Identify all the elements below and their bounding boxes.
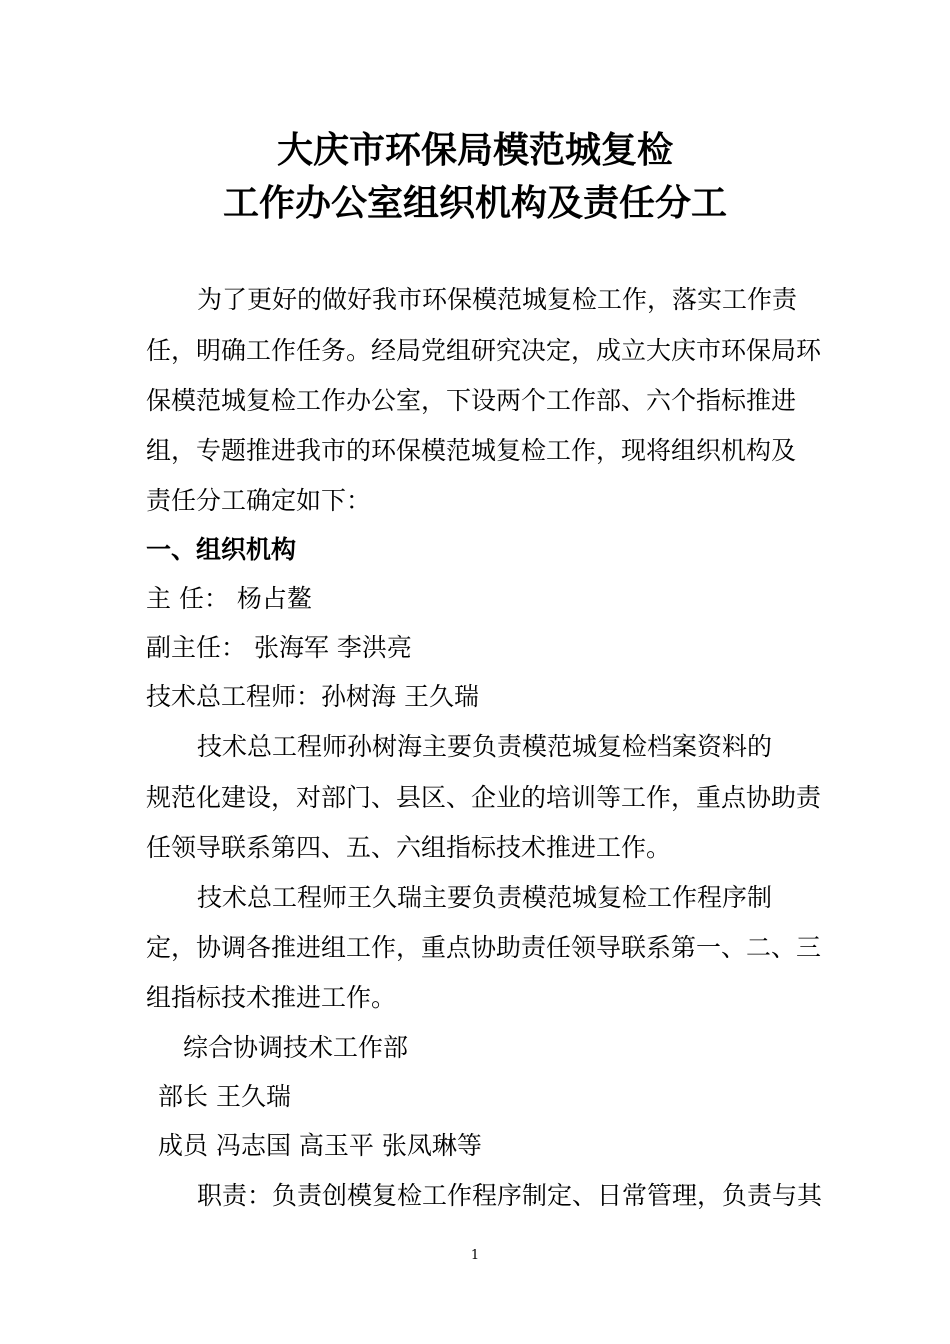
intro-line-3: 保模范城复检工作办公室，下设两个工作部、六个指标推进 xyxy=(146,386,797,415)
intro-line-4: 组，专题推进我市的环保模范城复检工作，现将组织机构及 xyxy=(146,436,797,465)
chief-engineers-line: 技术总工程师：孙树海 王久瑞 xyxy=(146,682,479,711)
intro-line-2: 任，明确工作任务。经局党组研究决定，成立大庆市环保局环 xyxy=(146,336,822,365)
department-head: 部长 王久瑞 xyxy=(158,1082,291,1111)
intro-line-5: 责任分工确定如下： xyxy=(146,486,372,515)
section-heading-organization: 一、组织机构 xyxy=(146,535,297,564)
wang-paragraph-line-3: 组指标技术推进工作。 xyxy=(146,983,397,1012)
department-duty-line: 职责：负责创模复检工作程序制定、日常管理，负责与其 xyxy=(197,1181,823,1210)
department-name: 综合协调技术工作部 xyxy=(183,1033,409,1062)
intro-line-1: 为了更好的做好我市环保模范城复检工作，落实工作责 xyxy=(197,285,798,314)
document-title-line-2: 工作办公室组织机构及责任分工 xyxy=(222,183,727,224)
document-title-line-1: 大庆市环保局模范城复检 xyxy=(276,130,673,171)
wang-paragraph-line-1: 技术总工程师王久瑞主要负责模范城复检工作程序制 xyxy=(197,883,773,912)
deputy-directors-line: 副主任： 张海军 李洪亮 xyxy=(146,633,412,662)
sun-paragraph-line-2: 规范化建设，对部门、县区、企业的培训等工作，重点协助责 xyxy=(146,783,822,812)
wang-paragraph-line-2: 定，协调各推进组工作，重点协助责任领导联系第一、二、三 xyxy=(146,933,822,962)
department-members: 成员 冯志国 高玉平 张凤琳等 xyxy=(158,1131,482,1160)
director-line: 主 任： 杨占鳌 xyxy=(146,584,312,613)
page-number: 1 xyxy=(470,1248,480,1263)
sun-paragraph-line-1: 技术总工程师孙树海主要负责模范城复检档案资料的 xyxy=(197,732,773,761)
sun-paragraph-line-3: 任领导联系第四、五、六组指标技术推进工作。 xyxy=(146,833,672,862)
